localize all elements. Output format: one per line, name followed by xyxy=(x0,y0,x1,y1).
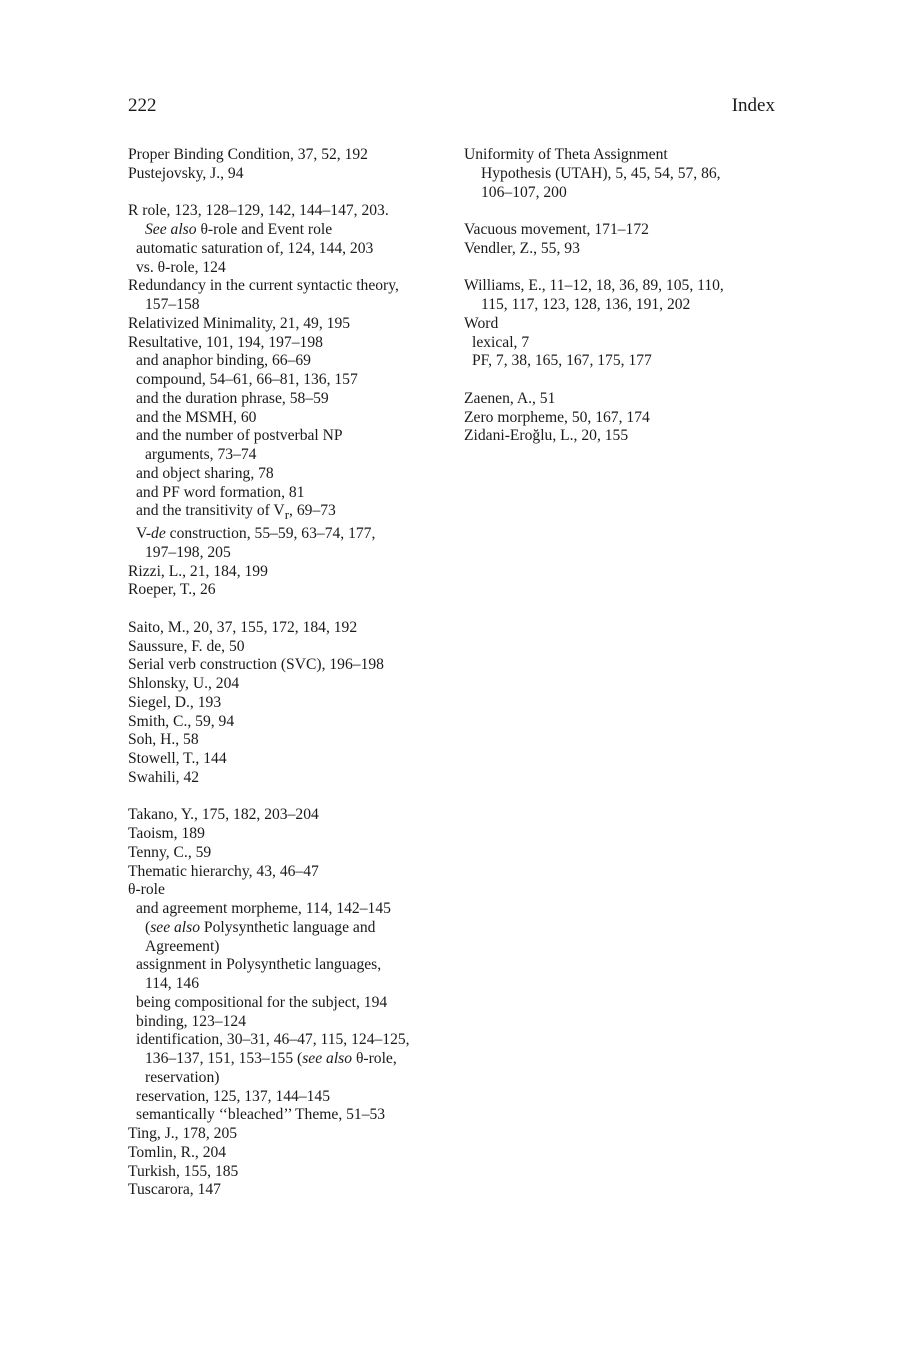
index-subentry: lexical, 7 xyxy=(472,333,530,351)
index-entry-continuation: arguments, 73–74 xyxy=(145,446,257,463)
index-subentry: vs. θ-role, 124 xyxy=(136,258,226,276)
index-column-right xyxy=(464,146,764,446)
see-also-text: see also xyxy=(150,918,201,936)
running-head: Index xyxy=(731,95,775,116)
index-entry: Uniformity of Theta Assignment xyxy=(464,146,668,163)
index-entry-continuation: Agreement) xyxy=(145,937,220,955)
index-entry: Zero morpheme, 50, 167, 174 xyxy=(464,408,650,426)
index-entry: Swahili, 42 xyxy=(128,768,200,786)
index-entry: Roeper, T., 26 xyxy=(128,581,216,599)
index-subentry: compound, 54–61, 66–81, 136, 157 xyxy=(136,371,358,388)
index-entry: Vacuous movement, 171–172 xyxy=(464,221,649,238)
index-entry: Vendler, Z., 55, 93 xyxy=(464,239,580,257)
index-entry-continuation: 114, 146 xyxy=(145,975,199,993)
index-entry-continuation: Hypothesis (UTAH), 5, 45, 54, 57, 86, xyxy=(481,164,721,182)
index-entry: Tuscarora, 147 xyxy=(128,1181,221,1199)
index-entry-continuation: 136–137, 151, 153–155 (see also θ-role, xyxy=(145,1050,397,1068)
index-entry: Relativized Minimality, 21, 49, 195 xyxy=(128,314,351,332)
see-also-text: See also xyxy=(145,221,197,238)
index-entry: Turkish, 155, 185 xyxy=(128,1162,239,1180)
index-subentry: assignment in Polysynthetic languages, xyxy=(136,956,382,974)
index-entry: Ting, J., 178, 205 xyxy=(128,1125,238,1143)
index-subentry: semantically ‘‘bleached’’ Theme, 51–53 xyxy=(136,1106,386,1124)
index-subentry: and the duration phrase, 58–59 xyxy=(136,389,329,407)
index-entry: R role, 123, 128–129, 142, 144–147, 203. xyxy=(128,202,389,220)
index-entry: Word xyxy=(464,314,499,332)
index-entry-continuation: (see also Polysynthetic language and xyxy=(145,918,376,936)
index-entry: Taoism, 189 xyxy=(128,825,205,843)
index-subentry: and agreement morpheme, 114, 142–145 xyxy=(136,900,391,918)
index-subentry: reservation, 125, 137, 144–145 xyxy=(136,1087,331,1105)
index-entry: Redundancy in the current syntactic theory, xyxy=(128,277,399,295)
index-subentry: automatic saturation of, 124, 144, 203 xyxy=(136,239,374,257)
index-subentry: identification, 30–31, 46–47, 115, 124–125, xyxy=(136,1031,410,1049)
index-entry: Zaenen, A., 51 xyxy=(464,389,556,407)
index-entry: Smith, C., 59, 94 xyxy=(128,712,235,730)
index-subentry: PF, 7, 38, 165, 167, 175, 177 xyxy=(472,352,652,370)
index-entry: Saussure, F. de, 50 xyxy=(128,637,245,655)
index-subentry: and PF word formation, 81 xyxy=(136,483,305,501)
index-entry: Serial verb construction (SVC), 196–198 xyxy=(128,656,384,674)
index-entry: Soh, H., 58 xyxy=(128,731,199,749)
index-entry: Siegel, D., 193 xyxy=(128,693,222,711)
index-entry: Rizzi, L., 21, 184, 199 xyxy=(128,562,268,580)
index-entry-continuation: 157–158 xyxy=(145,296,200,313)
index-entry: Tomlin, R., 204 xyxy=(128,1143,227,1161)
index-entry-continuation: See also θ-role and Event role xyxy=(145,221,333,238)
index-subentry: and the MSMH, 60 xyxy=(136,408,257,426)
index-entry-continuation: 115, 117, 123, 128, 136, 191, 202 xyxy=(481,296,691,313)
index-entry: Thematic hierarchy, 43, 46–47 xyxy=(128,862,319,880)
index-entry: θ-role xyxy=(128,881,165,899)
index-entry: Shlonsky, U., 204 xyxy=(128,675,240,693)
index-entry-continuation: 197–198, 205 xyxy=(145,543,231,561)
index-subentry: and the number of postverbal NP xyxy=(136,427,343,445)
index-subentry: and object sharing, 78 xyxy=(136,464,274,482)
index-subentry: binding, 123–124 xyxy=(136,1012,247,1030)
index-entry-continuation: reservation) xyxy=(145,1068,220,1086)
index-column-left xyxy=(128,146,446,1200)
index-subentry: and the transitivity of $V_r$, 69–73 xyxy=(136,502,336,523)
index-entry: Takano, Y., 175, 182, 203–204 xyxy=(128,806,319,824)
page-number: 222 xyxy=(128,95,157,116)
index-entry: Williams, E., 11–12, 18, 36, 89, 105, 110, xyxy=(464,277,724,295)
index-entry: Zidani-Eroğlu, L., 20, 155 xyxy=(464,427,629,445)
index-subentry: being compositional for the subject, 194 xyxy=(136,993,388,1011)
index-entry: Pustejovsky, J., 94 xyxy=(128,164,244,182)
index-entry-continuation: 106–107, 200 xyxy=(481,183,567,201)
index-entry: Proper Binding Condition, 37, 52, 192 xyxy=(128,146,368,163)
index-entry: Resultative, 101, 194, 197–198 xyxy=(128,333,323,351)
see-also-text: see also xyxy=(302,1050,353,1068)
index-subentry: V-de construction, 55–59, 63–74, 177, xyxy=(136,525,376,543)
index-entry: Tenny, C., 59 xyxy=(128,843,212,861)
index-entry: Saito, M., 20, 37, 155, 172, 184, 192 xyxy=(128,618,358,636)
index-entry: Stowell, T., 144 xyxy=(128,750,227,768)
index-subentry: and anaphor binding, 66–69 xyxy=(136,352,311,370)
